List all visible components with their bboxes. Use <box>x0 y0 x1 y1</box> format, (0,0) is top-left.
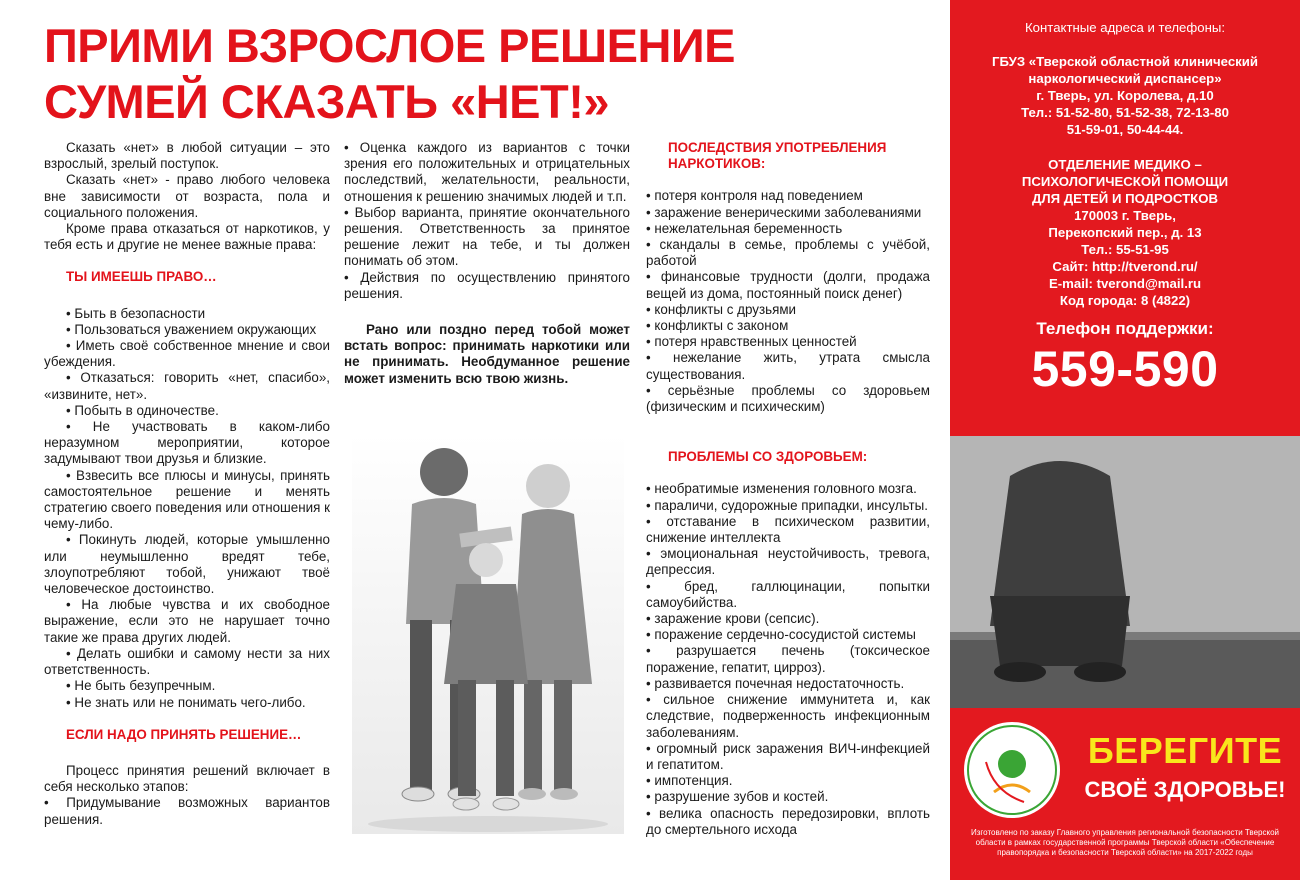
list-item: • конфликты с друзьями <box>646 301 797 317</box>
list-item: • На любые чувства и их свободное выражение, если это не нарушает точно такие же права других людей. <box>44 597 330 645</box>
decision-intro: Процесс принятия решений включает в себя несколько этапов: <box>44 762 330 795</box>
list-item: • разрушается печень (токсическое поражение, гепатит, цирроз). <box>646 643 930 675</box>
org-line: ГБУЗ «Тверской областной клинический <box>991 54 1258 69</box>
list-item: • развивается почечная недостаточность. <box>646 675 905 691</box>
phone-line: 51-59-01, 50-44-44. <box>1066 122 1184 137</box>
region-logo <box>964 722 1060 818</box>
list-item: • отставание в психическом развитии, снижение интеллекта <box>646 513 930 546</box>
rights-list <box>44 306 330 711</box>
rights-heading: ТЫ ИМЕЕШЬ ПРАВО… <box>66 269 217 285</box>
production-credit: Изготовлено по заказу Главного управления региональной безопасности Тверской области в рамках государственной программы Тверской области «Обеспечение правопорядка и безопасности Тверской области» на 2017-2022 годы <box>971 828 1279 857</box>
family-photo <box>352 434 624 834</box>
list-item: • Пользоваться уважением окружающих <box>66 321 317 337</box>
logo-emblem-icon <box>964 722 1060 818</box>
list-item: • Не участвовать в каком-либо неразумном мероприятии, которое задумывают твои друзья и близкие. <box>44 419 330 467</box>
list-item: • Взвесить все плюсы и минусы, принять самостоятельное решение и менять стратегию своего поведения или отношения к чему-либо. <box>44 467 330 532</box>
care-line-2: СВОЁ ЗДОРОВЬЕ! <box>1084 777 1286 802</box>
health-heading: ПРОБЛЕМЫ СО ЗДОРОВЬЕМ: <box>668 449 868 465</box>
column-consequences <box>646 140 930 838</box>
website-link[interactable]: Сайт: http://tverond.ru/ <box>1052 259 1198 274</box>
list-item: • нежелание жить, утрата смысла существования. <box>646 350 930 382</box>
care-slogan <box>1076 730 1294 804</box>
list-item: • потеря нравственных ценностей <box>646 334 857 350</box>
phone-line: Тел.: 51-52-80, 51-52-38, 72-13-80 <box>1021 105 1229 120</box>
list-item: • Отказаться: говорить «нет, спасибо», «извините, нет». <box>44 370 330 402</box>
list-item: • Выбор варианта, принятие окончательного решения. Ответственность за принятое решение лежит на тебе, и ты должен понимать об этом. <box>344 204 630 269</box>
list-item: • поражение сердечно-сосудистой системы <box>646 627 916 643</box>
list-item: • велика опасность передозировки, вплоть до смертельного исхода <box>646 805 930 837</box>
list-item: • Действия по осуществлению принятого решения. <box>344 269 630 301</box>
column-decision-steps <box>344 140 630 387</box>
phone-line: Тел.: 55-51-95 <box>1081 242 1169 257</box>
list-item: • Иметь своё собственное мнение и свои убеждения. <box>44 338 330 370</box>
bold-note: Рано или поздно перед тобой может встать вопрос: принимать наркотики или не принимать. Необдуманное решение может изменить всю твою жизнь. <box>344 322 630 386</box>
list-item: • эмоциональная неустойчивость, тревога, депрессия. <box>646 546 930 578</box>
list-item: • потеря контроля над поведением <box>646 188 863 204</box>
list-item: • Покинуть людей, которые умышленно или неумышленно вредят тебе, злоупотребляют тобой, унижают твоё человеческое достоинство. <box>44 532 330 597</box>
list-item: • Не знать или не понимать чего-либо. <box>66 694 306 710</box>
org-department <box>950 156 1300 309</box>
list-item: • параличи, судорожные припадки, инсульты. <box>646 497 928 513</box>
contacts-heading: Контактные адреса и телефоны: <box>1025 20 1225 35</box>
email-link[interactable]: E-mail: tverond@mail.ru <box>1048 276 1202 291</box>
org-line: наркологический диспансер» <box>1028 71 1222 86</box>
list-item: • импотенция. <box>646 773 733 789</box>
list-item: • огромный риск заражения ВИЧ-инфекцией и гепатитом. <box>646 740 930 772</box>
footer-block <box>950 708 1300 880</box>
list-item: • Не быть безупречным. <box>66 678 216 694</box>
org-line: ОТДЕЛЕНИЕ МЕДИКО – <box>1048 157 1202 172</box>
column-rights <box>44 140 330 828</box>
page-title <box>44 18 924 130</box>
list-item: • скандалы в семье, проблемы с учёбой, работой <box>646 237 930 269</box>
list-item: • необратимые изменения головного мозга. <box>646 481 917 497</box>
list-item: • Придумывание возможных вариантов решения. <box>44 795 330 827</box>
intro-paragraph: Кроме права отказаться от наркотиков, у тебя есть и другие не менее важные права: <box>44 221 330 253</box>
list-item: • заражение венерическими заболеваниями <box>646 204 922 220</box>
area-code: Код города: 8 (4822) <box>1059 293 1191 308</box>
list-item: • заражение крови (сепсис). <box>646 611 820 627</box>
list-item: • финансовые трудности (долги, продажа вещей из дома, постоянный поиск денег) <box>646 269 930 301</box>
contact-info <box>950 0 1300 397</box>
health-list <box>646 481 930 837</box>
list-item: • серьёзные проблемы со здоровьем (физическим и психическим) <box>646 382 930 415</box>
list-item: • сильное снижение иммунитета и, как следствие, подверженность инфекционным заболеваниям. <box>646 692 930 740</box>
list-item: • бред, галлюцинации, попытки самоубийства. <box>646 578 930 610</box>
list-item: • конфликты с законом <box>646 318 789 334</box>
list-item: • Побыть в одиночестве. <box>66 402 219 418</box>
decision-heading: ЕСЛИ НАДО ПРИНЯТЬ РЕШЕНИЕ… <box>66 726 302 742</box>
address-line: г. Тверь, ул. Королева, д.10 <box>1036 88 1214 103</box>
org-line: ДЛЯ ДЕТЕЙ И ПОДРОСТКОВ <box>1031 191 1219 206</box>
title-line-1: ПРИМИ ВЗРОСЛОЕ РЕШЕНИЕ <box>44 19 736 72</box>
org-dispensary <box>950 53 1300 138</box>
hotline-label: Телефон поддержки: <box>1036 319 1214 338</box>
care-line-1: БЕРЕГИТЕ <box>1087 730 1283 771</box>
intro-paragraph: Сказать «нет» в любой ситуации – это взрослый, зрелый поступок. <box>44 140 330 172</box>
address-line: 170003 г. Тверь, <box>1074 208 1176 223</box>
consequences-list <box>646 188 930 415</box>
address-line: Перекопский пер., д. 13 <box>1048 225 1202 240</box>
org-line: ПСИХОЛОГИЧЕСКОЙ ПОМОЩИ <box>1021 174 1229 189</box>
list-item: • Оценка каждого из вариантов с точки зрения его положительных и отрицательных последствий, желательности, реальности, отношения к решению значимых людей и т.п. <box>344 140 630 204</box>
contact-panel <box>950 0 1300 880</box>
intro-paragraph: Сказать «нет» - право любого человека вне зависимости от возраста, пола и социального положения. <box>44 172 330 220</box>
title-line-2: СУМЕЙ СКАЗАТЬ «НЕТ!» <box>44 75 609 128</box>
list-item: • разрушение зубов и костей. <box>646 789 829 805</box>
list-item: • нежелательная беременность <box>646 220 843 236</box>
sad-teen-photo <box>950 436 1300 708</box>
list-item: • Делать ошибки и самому нести за них ответственность. <box>44 645 330 678</box>
list-item: • Быть в безопасности <box>66 305 206 321</box>
hotline-number: 559-590 <box>1031 341 1219 397</box>
consequences-heading: ПОСЛЕДСТВИЯ УПОТРЕБЛЕНИЯ НАРКОТИКОВ: <box>668 140 887 172</box>
